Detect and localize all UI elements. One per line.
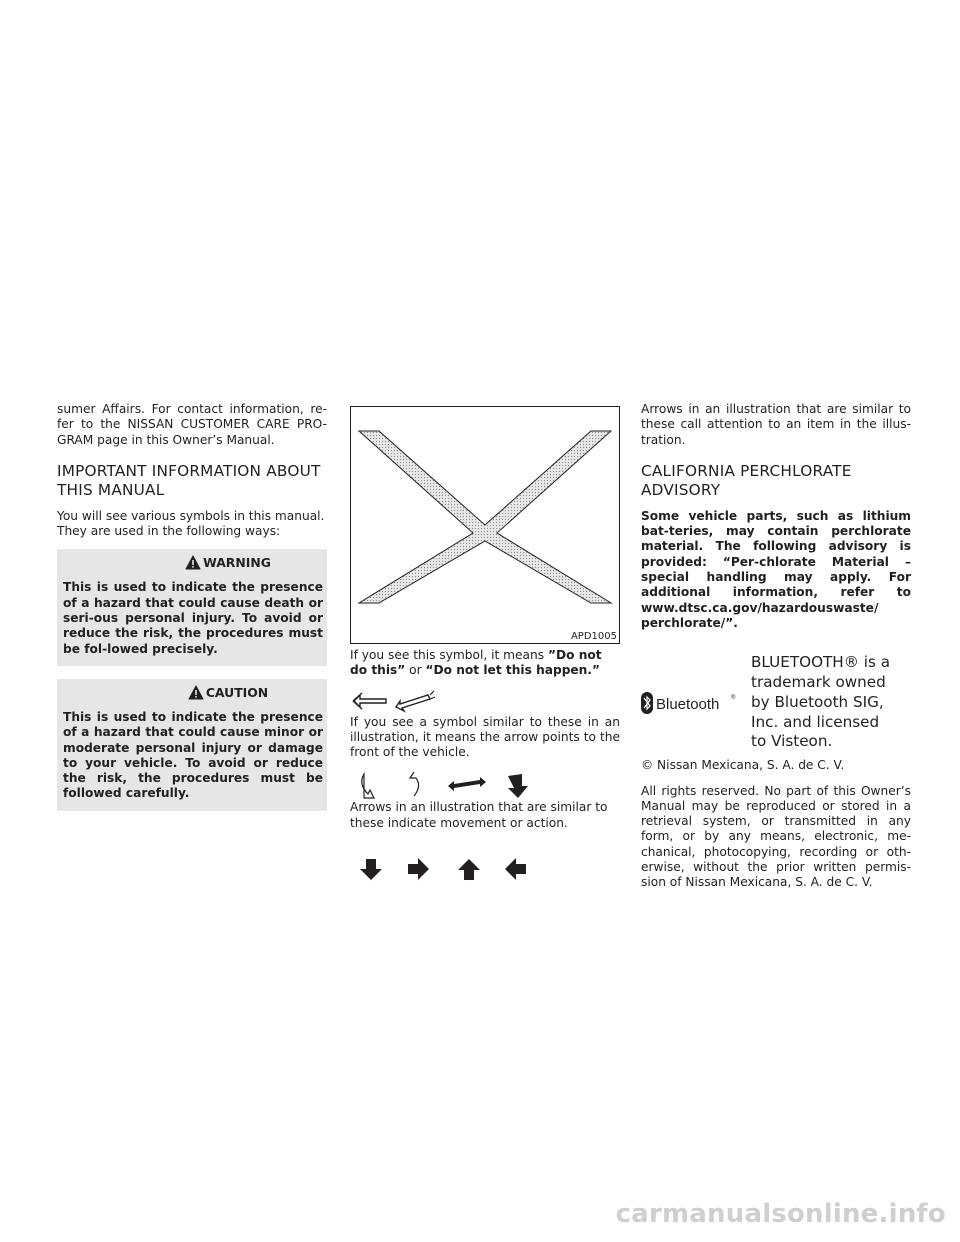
perchlorate-advisory-paragraph: Some vehicle parts, such as lithium bat-teries, may contain perchlorate material. The following advisory is provided: “Per-chlorate Material – special handling may apply. For additional information, refer to www.dtsc.ca.gov/hazardouswaste/ perchlorate/”. (641, 508, 911, 630)
bluetooth-line: BLUETOOTH® is a (751, 653, 891, 672)
bluetooth-line: by Bluetooth SIG, (751, 692, 884, 711)
movement-arrow-icons (350, 770, 540, 800)
bluetooth-logo (641, 691, 739, 715)
warning-triangle-icon (185, 555, 201, 570)
bluetooth-trademark (641, 653, 911, 752)
warning-box (57, 549, 327, 665)
heading-line: CALIFORNIA PERCHLORATE (641, 461, 852, 480)
caution-text: This is used to indicate the presence of a hazard that could cause minor or moderate personal injury or damage to your vehicle. To avoid or reduce the risk, the procedures must be followed carefully. (63, 709, 323, 801)
caution-box (57, 679, 327, 811)
symbols-intro-paragraph: You will see various symbols in this manual. They are used in the following ways: (57, 508, 325, 539)
bluetooth-line: Inc. and licensed (751, 712, 880, 731)
bluetooth-logo-word: Bluetooth (656, 695, 720, 713)
warning-text: This is used to indicate the presence of a hazard that could cause death or seri-ous personal injury. To avoid or reduce the risk, the procedures must be fol-lowed precisely. (63, 580, 323, 656)
heading-line: ADVISORY (641, 480, 721, 499)
caution-title-text: CAUTION (205, 684, 269, 700)
attention-arrows-row (360, 857, 620, 881)
attention-arrow-icons (360, 857, 540, 881)
heading-line: IMPORTANT INFORMATION ABOUT (57, 461, 321, 480)
rights-paragraph: All rights reserved. No part of this Owner’s Manual may be reproduced or stored in a retrieval system, or transmitted in any form, or by any means, electronic, me-chanical, photocopying, recording or oth-erwise, without the prior written permis-sion of Nissan Mexicana, S. A. de C. V. (641, 783, 911, 890)
front-arrows-row (350, 689, 620, 715)
figure-code: APD1005 (570, 631, 617, 642)
caution-title (63, 685, 323, 700)
column-left (57, 402, 327, 811)
watermark: carmanualsonline.info (615, 1199, 946, 1229)
bluetooth-trademark-text (751, 653, 911, 752)
copyright-line: © Nissan Mexicana, S. A. de C. V. (641, 758, 845, 773)
symbol-meaning-bold1: ”Do not do this” (350, 648, 602, 678)
symbol-meaning-prefix: If you see this symbol, it means (350, 648, 548, 662)
symbol-meaning-bold2: “Do not let this happen.” (425, 663, 600, 678)
column-middle (350, 402, 620, 881)
perchlorate-heading (641, 462, 911, 500)
important-info-heading (57, 462, 327, 500)
svg-text:®: ® (731, 694, 736, 701)
front-arrow-icons (350, 689, 440, 715)
bluetooth-line: trademark owned (751, 673, 886, 692)
do-not-do-this-figure (350, 406, 620, 644)
attention-paragraph: Arrows in an illustration that are similar to these call attention to an item in the illus-tration. (641, 402, 911, 447)
symbol-meaning-paragraph (350, 648, 620, 679)
bluetooth-line: to Visteon. (751, 732, 833, 751)
movement-paragraph: Arrows in an illustration that are similar to these indicate movement or action. (350, 800, 608, 830)
intro-paragraph: sumer Affairs. For contact information, re-fer to the NISSAN CUSTOMER CARE PRO-GRAM page in this Owner’s Manual. (57, 402, 327, 447)
front-arrow-paragraph: If you see a symbol similar to these in an illustration, it means the arrow points to the front of the vehicle. (350, 714, 620, 760)
movement-arrows-row (350, 770, 620, 800)
caution-triangle-icon (188, 685, 204, 700)
warning-title (63, 555, 323, 570)
svg-text:Bluetooth (656, 696, 719, 713)
heading-line: THIS MANUAL (57, 480, 165, 499)
bluetooth-icon (641, 691, 739, 715)
cross-x-symbol (351, 407, 619, 643)
symbol-meaning-or: or (405, 663, 426, 678)
warning-title-text: WARNING (203, 555, 271, 571)
column-right (641, 402, 911, 901)
